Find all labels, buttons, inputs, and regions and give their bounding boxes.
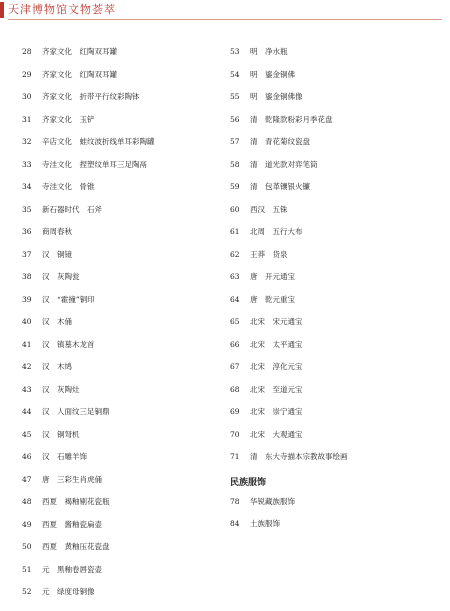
item-number: 39: [22, 294, 32, 304]
item-text: 北宋 太平通宝: [250, 339, 303, 349]
item-text: 明 净水瓶: [250, 47, 288, 56]
item-number: 31: [22, 114, 32, 124]
list-item: [22, 386, 222, 409]
item-text: 清 东大寺描本宗教故事绘画: [250, 452, 348, 461]
item-text: 西夏 黄釉压花瓷盘: [42, 542, 110, 551]
item-number: 41: [22, 339, 32, 349]
list-item: [22, 161, 222, 184]
item-number: 46: [22, 452, 32, 461]
item-number: 53: [230, 47, 240, 56]
item-number: 49: [22, 519, 32, 529]
list-item: [230, 296, 445, 319]
item-number: 36: [22, 227, 32, 236]
list-item: [230, 318, 445, 341]
item-number: 34: [22, 182, 32, 191]
item-text: 汉 人面纹三足铜鼎: [42, 407, 110, 416]
item-number: 47: [22, 474, 32, 484]
item-text: 齐家文化 红陶双耳罐: [42, 47, 117, 56]
item-text: 寺洼文化 骨锥: [42, 182, 95, 191]
list-item: [230, 48, 445, 71]
right-column: [230, 48, 445, 543]
item-number: 42: [22, 362, 32, 371]
list-item: [22, 206, 222, 229]
list-item: [230, 228, 445, 251]
item-text: 王莽 货泉: [250, 249, 288, 259]
list-item: [22, 93, 222, 116]
item-number: 69: [230, 407, 240, 416]
item-number: 64: [230, 294, 240, 304]
item-number: 65: [230, 317, 240, 326]
item-text: 辛店文化 蛙纹波折线单耳彩陶罐: [42, 137, 155, 146]
list-item: [22, 296, 222, 319]
list-item: [22, 476, 222, 499]
item-text: 元 黑釉卷唇瓷壶: [42, 564, 102, 574]
list-item: [230, 431, 445, 454]
item-text: 齐家文化 折带平行纹彩陶钵: [42, 92, 140, 101]
item-text: 北宋 淳化元宝: [250, 362, 303, 371]
item-text: 华锐藏族服饰: [250, 496, 295, 506]
page-header: [0, 0, 450, 26]
list-item: [230, 408, 445, 431]
list-item: [22, 273, 222, 296]
item-number: 55: [230, 92, 240, 101]
item-text: 齐家文化 红陶双耳罐: [42, 69, 117, 79]
item-text: 商周春秋: [42, 227, 72, 236]
item-text: 汉 灰陶瓮: [42, 272, 80, 281]
item-text: 清 包革镶银火镰: [250, 182, 310, 191]
header-title: 天津博物馆文物荟萃: [8, 3, 116, 16]
item-text: 清 乾隆款粉彩月季花盘: [250, 114, 333, 124]
left-column: [22, 48, 222, 611]
item-number: 59: [230, 182, 240, 191]
item-text: 唐 乾元重宝: [250, 294, 295, 304]
list-item: [22, 341, 222, 364]
item-number: 58: [230, 159, 240, 169]
item-number: 32: [22, 137, 32, 146]
item-number: 84: [230, 519, 240, 528]
item-number: 66: [230, 339, 240, 349]
list-item: [230, 498, 445, 521]
item-text: 北宋 大观通宝: [250, 429, 303, 439]
list-item: [22, 408, 222, 431]
list-item: [22, 71, 222, 94]
item-text: 汉 灰陶灶: [42, 384, 80, 394]
item-text: 元 绿度母铜像: [42, 587, 95, 596]
list-item: [22, 543, 222, 566]
right-list: [230, 48, 445, 476]
item-text: 汉 石雕羊饰: [42, 452, 87, 461]
item-number: 33: [22, 159, 32, 169]
item-number: 57: [230, 137, 240, 146]
header-accent-bar: [0, 2, 4, 18]
list-item: [230, 93, 445, 116]
list-item: [230, 138, 445, 161]
item-text: 新石器时代 石斧: [42, 204, 102, 214]
list-item: [22, 588, 222, 611]
list-item: [230, 453, 445, 476]
item-number: 63: [230, 272, 240, 281]
item-number: 60: [230, 204, 240, 214]
item-text: 清 道光款对弈笔筒: [250, 159, 318, 169]
item-number: 70: [230, 429, 240, 439]
item-text: 西夏 酱釉瓷扁壶: [42, 519, 102, 529]
item-text: 汉 铜弩机: [42, 429, 80, 439]
item-number: 51: [22, 564, 32, 574]
header-divider: [8, 19, 442, 20]
item-number: 35: [22, 204, 32, 214]
item-number: 54: [230, 69, 240, 79]
item-text: 北宋 宋元通宝: [250, 317, 303, 326]
list-item: [22, 498, 222, 521]
list-item: [230, 386, 445, 409]
list-item: [230, 71, 445, 94]
item-text: 土族服饰: [250, 519, 280, 528]
list-item: [22, 566, 222, 589]
item-text: 北宋 崇宁通宝: [250, 407, 303, 416]
item-number: 67: [230, 362, 240, 371]
list-item: [230, 341, 445, 364]
item-text: 明 鎏金铜佛: [250, 69, 295, 79]
list-item: [22, 48, 222, 71]
section-list: [230, 498, 445, 543]
list-item: [22, 318, 222, 341]
item-number: 68: [230, 384, 240, 394]
item-number: 38: [22, 272, 32, 281]
item-text: 汉 镇墓木龙首: [42, 339, 95, 349]
item-number: 48: [22, 497, 32, 506]
list-item: [22, 453, 222, 476]
list-item: [22, 228, 222, 251]
item-text: 西汉 五铢: [250, 204, 288, 214]
item-text: 北周 五行大布: [250, 227, 303, 236]
list-item: [230, 273, 445, 296]
list-item: [22, 183, 222, 206]
item-number: 78: [230, 496, 240, 506]
item-number: 43: [22, 384, 32, 394]
item-text: 汉 铜镜: [42, 249, 72, 259]
list-item: [230, 251, 445, 274]
item-text: 西夏 褐釉剔花瓷瓶: [42, 497, 110, 506]
item-number: 29: [22, 69, 32, 79]
list-item: [230, 161, 445, 184]
item-text: 唐 三彩生肖虎俑: [42, 474, 102, 484]
item-text: 明 鎏金铜佛像: [250, 92, 303, 101]
item-number: 28: [22, 47, 32, 56]
item-text: 汉 “霍撞”铜印: [42, 294, 95, 304]
list-item: [22, 521, 222, 544]
list-item: [22, 116, 222, 139]
list-item: [230, 183, 445, 206]
item-number: 44: [22, 407, 32, 416]
list-item: [22, 251, 222, 274]
list-item: [22, 138, 222, 161]
item-text: 寺洼文化 捏塑纹单耳三足陶鬲: [42, 159, 147, 169]
item-text: 汉 木俑: [42, 317, 72, 326]
item-text: 北宋 至道元宝: [250, 384, 303, 394]
list-item: [230, 116, 445, 139]
list-item: [230, 520, 445, 543]
item-number: 45: [22, 429, 32, 439]
item-number: 71: [230, 452, 240, 461]
item-text: 清 青花菊纹瓷盘: [250, 137, 310, 146]
item-number: 61: [230, 227, 240, 236]
list-item: [230, 206, 445, 229]
item-text: 汉 木鸠: [42, 362, 72, 371]
item-number: 50: [22, 542, 32, 551]
section-title: 民族服饰: [230, 477, 267, 488]
list-item: [230, 363, 445, 386]
list-item: [22, 363, 222, 386]
list-item: [22, 431, 222, 454]
item-text: 齐家文化 玉铲: [42, 114, 95, 124]
item-number: 30: [22, 92, 32, 101]
item-number: 62: [230, 249, 240, 259]
item-number: 37: [22, 249, 32, 259]
item-text: 唐 开元通宝: [250, 272, 295, 281]
item-number: 56: [230, 114, 240, 124]
item-number: 52: [22, 587, 32, 596]
item-number: 40: [22, 317, 32, 326]
